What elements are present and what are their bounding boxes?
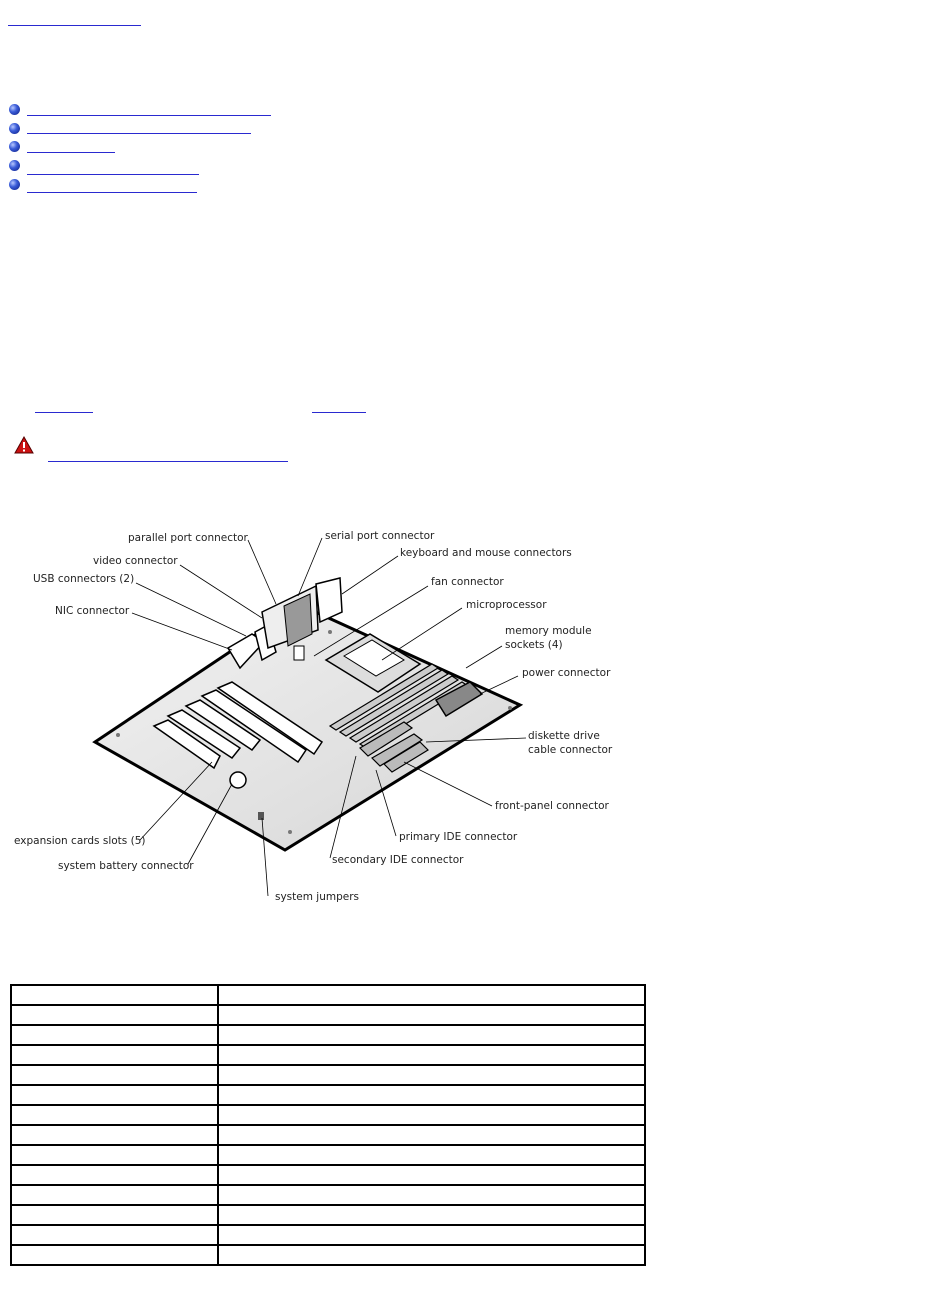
table-row (11, 1185, 645, 1205)
bullet-icon (9, 179, 20, 190)
table-row (11, 1105, 645, 1125)
label-nic: NIC connector (55, 605, 130, 617)
table-cell (11, 1165, 218, 1185)
toc-link-5[interactable] (27, 192, 197, 193)
table-row (11, 1205, 645, 1225)
warning-link[interactable] (48, 461, 288, 462)
toc-link-1[interactable] (27, 115, 271, 116)
table-row (11, 1005, 645, 1025)
table-cell (11, 1245, 218, 1265)
table-row (11, 1245, 645, 1265)
table-cell (11, 985, 218, 1005)
table-cell (218, 985, 645, 1005)
bullet-icon (9, 141, 20, 152)
table-row (11, 1045, 645, 1065)
label-usb: USB connectors (2) (33, 573, 135, 585)
table-row (11, 1165, 645, 1185)
label-power: power connector (522, 667, 611, 679)
table-cell (218, 1005, 645, 1025)
table-cell (11, 1025, 218, 1045)
warning-icon (14, 436, 34, 454)
table-cell (11, 1005, 218, 1025)
bullet-icon (9, 123, 20, 134)
table-cell (11, 1105, 218, 1125)
toc-link-4[interactable] (27, 174, 199, 175)
label-video: video connector (93, 555, 178, 567)
label-serial-port: serial port connector (325, 530, 435, 542)
table-cell (11, 1225, 218, 1245)
label-keyboard-mouse: keyboard and mouse connectors (400, 547, 572, 559)
table-cell (218, 1125, 645, 1145)
table-cell (218, 1145, 645, 1165)
system-board-diagram (0, 520, 640, 910)
table-row (11, 1225, 645, 1245)
table-cell (218, 1205, 645, 1225)
label-front-panel: front-panel connector (495, 800, 609, 812)
table-row (11, 1085, 645, 1105)
label-memory-1: memory module (505, 625, 592, 637)
inline-link-1[interactable] (35, 412, 93, 413)
connector-table (10, 984, 646, 1266)
top-link[interactable] (8, 25, 141, 26)
table-cell (11, 1185, 218, 1205)
label-primary-ide: primary IDE connector (399, 831, 518, 843)
label-jumpers: system jumpers (275, 891, 360, 903)
table-cell (218, 1105, 645, 1125)
table-cell (218, 1025, 645, 1045)
label-fan: fan connector (431, 576, 504, 588)
inline-link-2[interactable] (312, 412, 366, 413)
table-cell (218, 1165, 645, 1185)
table-cell (218, 1225, 645, 1245)
label-parallel-port: parallel port connector (128, 532, 248, 544)
table-cell (11, 1065, 218, 1085)
label-secondary-ide: secondary IDE connector (332, 854, 464, 866)
table-cell (218, 1245, 645, 1265)
table-cell (11, 1125, 218, 1145)
table-cell (218, 1085, 645, 1105)
table-row (11, 1145, 645, 1165)
bullet-icon (9, 160, 20, 171)
label-microprocessor: microprocessor (466, 599, 547, 611)
table-row (11, 1065, 645, 1085)
bullet-icon (9, 104, 20, 115)
table-cell (11, 1045, 218, 1065)
table-cell (11, 1205, 218, 1225)
table-cell (218, 1185, 645, 1205)
toc-link-3[interactable] (27, 152, 115, 153)
table-cell (218, 1065, 645, 1085)
label-diskette-2: cable connector (528, 744, 613, 756)
table-row (11, 1125, 645, 1145)
table-row (11, 1025, 645, 1045)
label-battery: system battery connector (58, 860, 194, 872)
label-diskette-1: diskette drive (528, 730, 600, 742)
table-cell (11, 1085, 218, 1105)
label-expansion: expansion cards slots (5) (14, 835, 146, 847)
label-memory-2: sockets (4) (505, 639, 563, 651)
table-cell (218, 1045, 645, 1065)
table-row (11, 985, 645, 1005)
toc-link-2[interactable] (27, 133, 251, 134)
table-cell (11, 1145, 218, 1165)
